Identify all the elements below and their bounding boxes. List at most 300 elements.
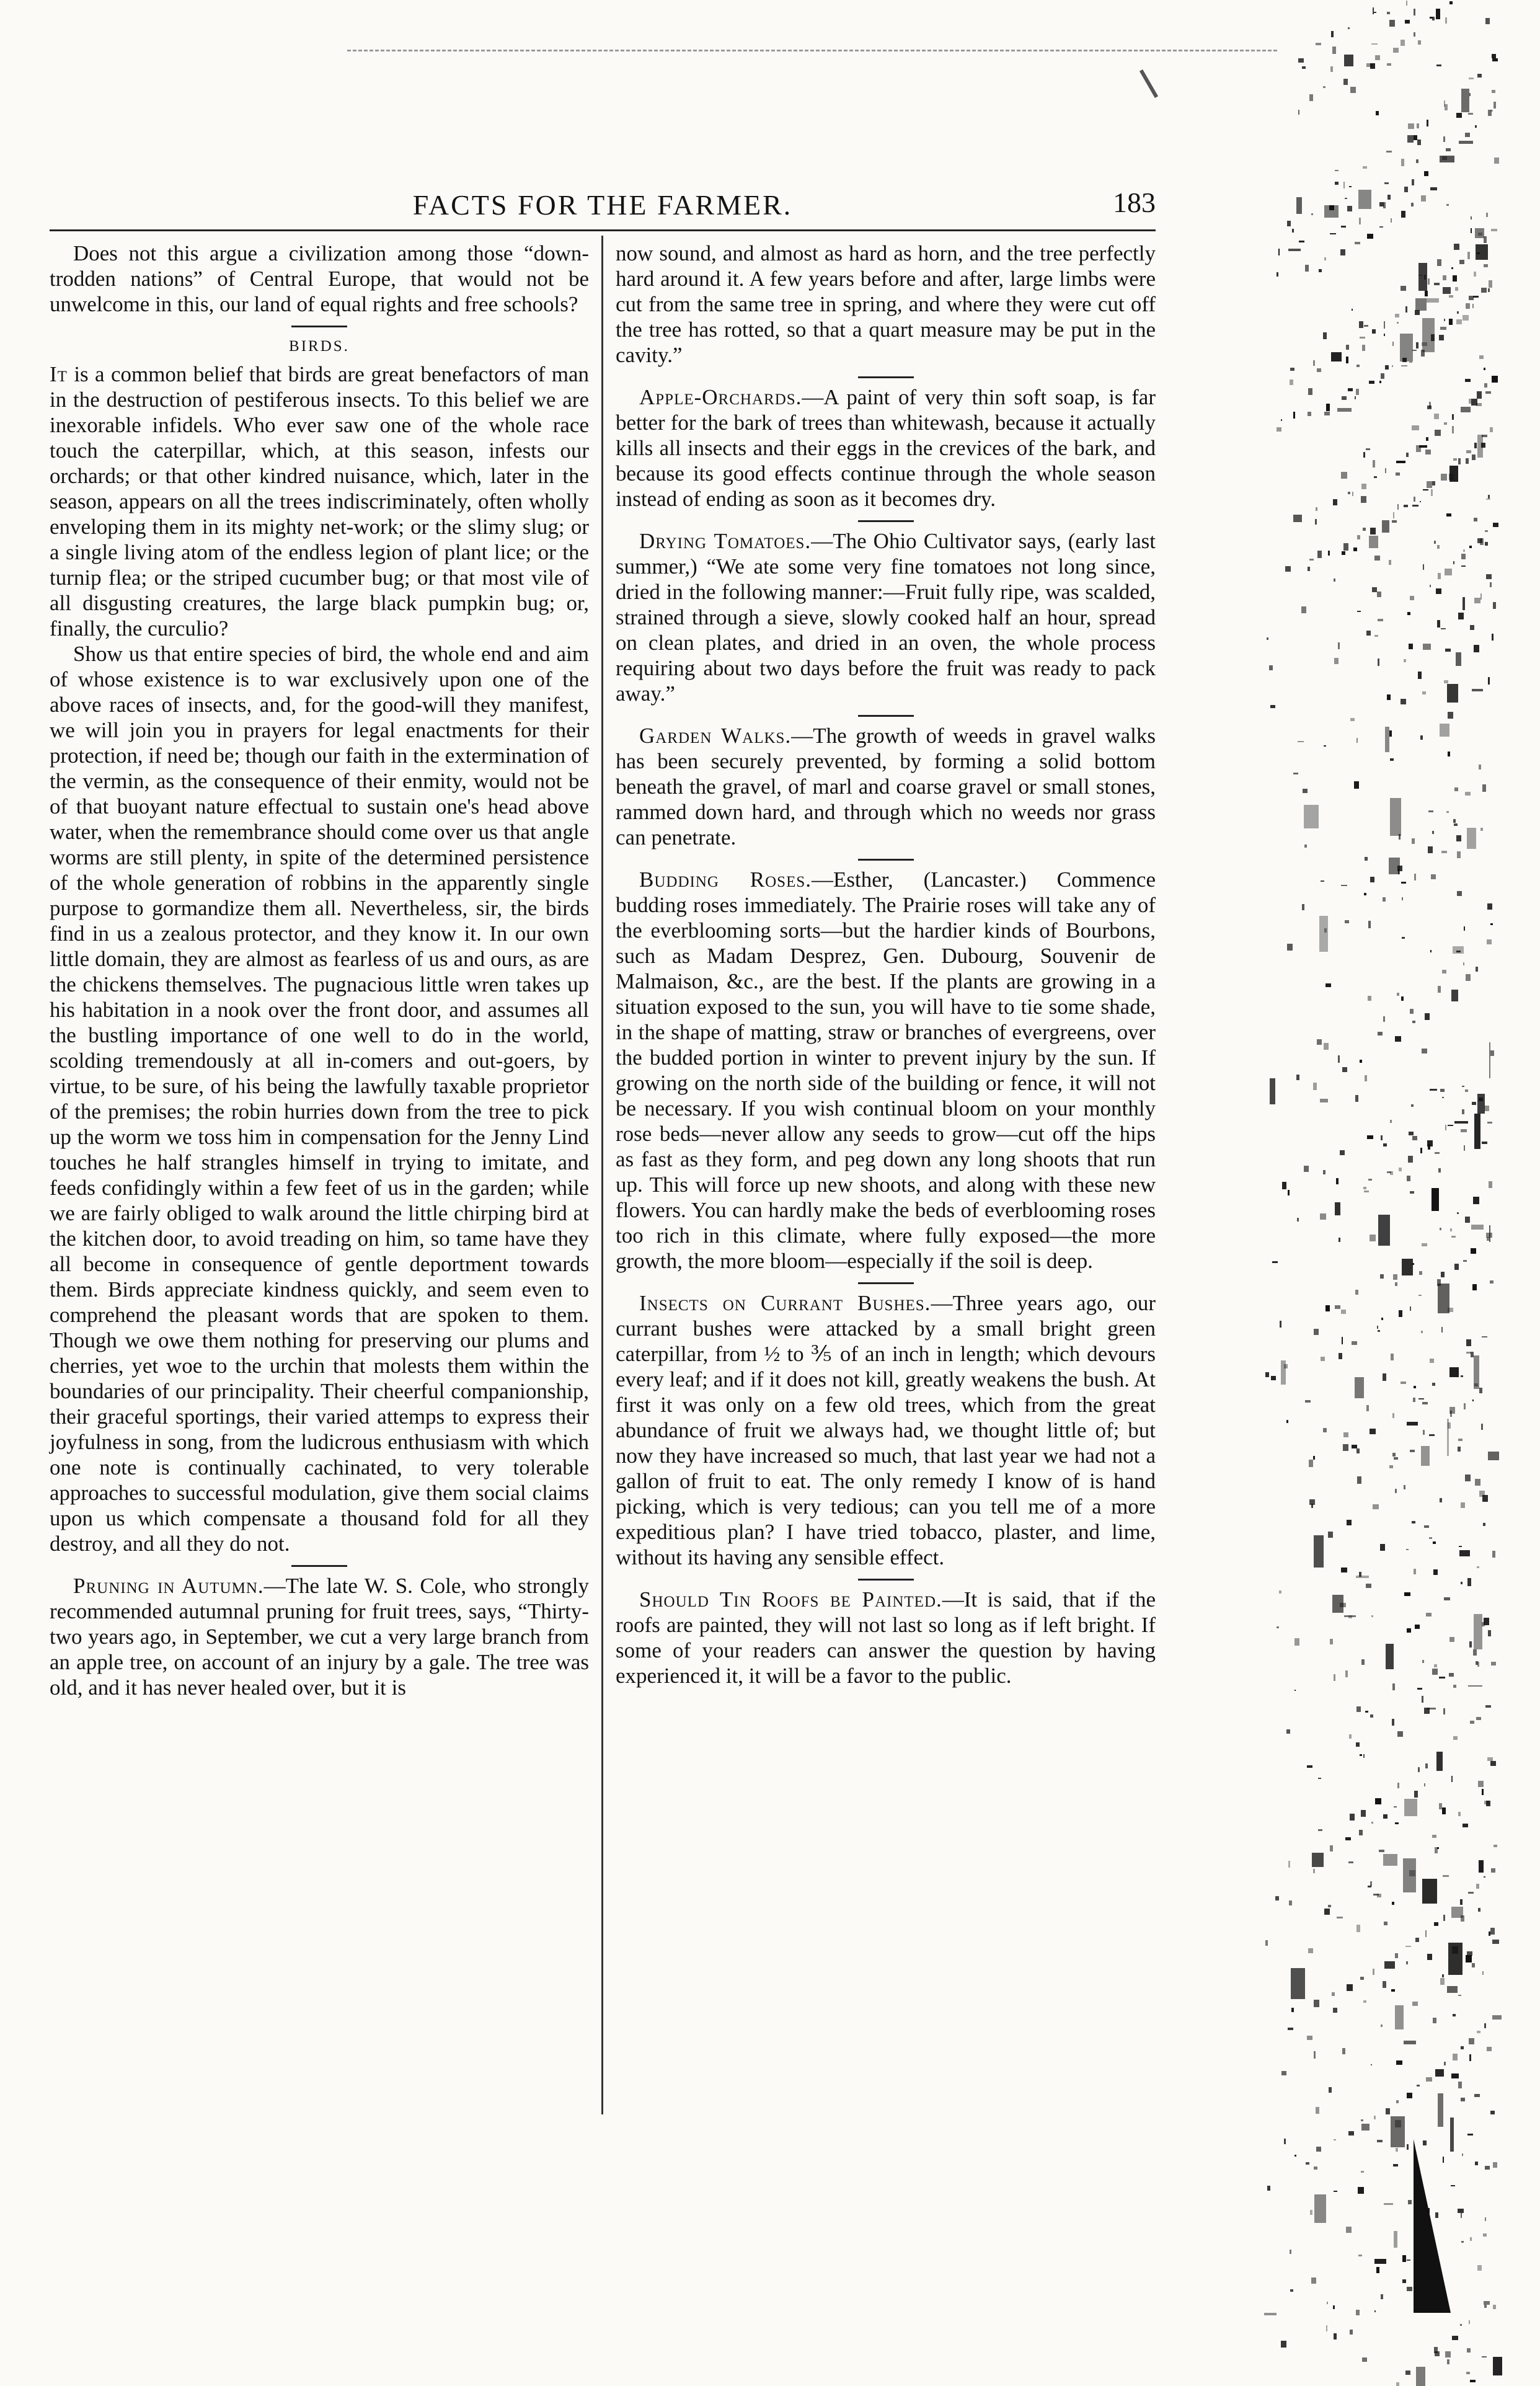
- scan-speck: [1325, 1305, 1330, 1311]
- scan-speck: [1415, 1938, 1418, 1942]
- scan-speck: [1421, 195, 1427, 202]
- scan-speck: [1485, 18, 1490, 24]
- scan-speck: [1399, 834, 1401, 840]
- scan-speck: [1265, 1940, 1267, 1946]
- scan-speck: [1357, 535, 1360, 539]
- scan-speck: [1315, 519, 1317, 525]
- scan-speck: [1461, 407, 1471, 412]
- birds-paragraph-1: [50, 361, 589, 641]
- scan-speck: [1453, 819, 1456, 823]
- right-column: [616, 241, 1156, 1688]
- scan-speck: [1438, 986, 1440, 993]
- scan-speck: [1453, 1736, 1457, 1740]
- scan-speck: [1332, 47, 1336, 54]
- scan-speck: [1392, 520, 1397, 523]
- scan-speck: [1463, 1260, 1467, 1262]
- scan-speck: [1381, 1318, 1383, 1319]
- scan-speck: [1445, 649, 1451, 652]
- scan-speck: [1401, 882, 1406, 884]
- garden-walks-paragraph: [616, 723, 1156, 850]
- scan-speck: [1470, 2380, 1476, 2382]
- scan-speck: [1440, 1228, 1441, 1230]
- scan-speck: [1316, 2107, 1319, 2114]
- scan-speck: [1314, 2166, 1317, 2170]
- scan-speck: [1345, 1670, 1348, 1677]
- scan-speck: [1434, 1922, 1438, 1926]
- scan-speck: [1384, 334, 1385, 337]
- scan-speck: [1459, 260, 1464, 264]
- scan-speck: [1384, 182, 1388, 184]
- scan-speck: [1444, 680, 1448, 683]
- scan-speck: [1304, 845, 1307, 848]
- scan-speck: [1343, 1444, 1348, 1450]
- scan-speck: [1314, 2000, 1319, 2007]
- scan-speck: [1310, 2210, 1312, 2215]
- scan-speck: [1435, 430, 1440, 436]
- scan-speck: [1461, 2098, 1464, 2101]
- scan-speck: [1404, 2041, 1416, 2044]
- scan-speck: [1269, 665, 1272, 670]
- scan-speck: [1446, 204, 1449, 206]
- scan-speck: [1374, 635, 1378, 637]
- scan-speck: [1457, 1212, 1459, 1214]
- scan-speck: [1423, 564, 1424, 570]
- scan-speck: [1477, 1566, 1479, 1568]
- corner-mark: [1140, 69, 1158, 98]
- scan-speck: [1308, 412, 1312, 416]
- scan-speck: [1475, 125, 1477, 128]
- scan-speck: [1457, 311, 1459, 314]
- drying-tomatoes-text: —The Ohio Cultivator says, (early last summer,) “We ate some very fine tomatoes not long since, dried in the following manner:—Fruit fully ripe, was scalded, strained through a sieve, slowly cooked half an hour, spread on clean plates, and dried in an oven, the whole process requiring about two days before the fruit was ready to pack away.”: [616, 529, 1156, 706]
- scan-speck: [1358, 2255, 1362, 2256]
- scan-speck: [1428, 1144, 1430, 1150]
- scan-speck: [1366, 1405, 1368, 1411]
- scan-speck: [1343, 543, 1348, 551]
- scan-speck: [1393, 1274, 1397, 1280]
- scan-speck: [1487, 903, 1492, 909]
- scan-speck: [1449, 1367, 1459, 1378]
- scan-speck: [1361, 484, 1367, 489]
- separator: [291, 1565, 347, 1567]
- scan-speck: [1418, 40, 1421, 45]
- scan-speck: [1342, 2048, 1345, 2055]
- scan-speck: [1448, 1125, 1453, 1126]
- pruning-text: —The late W. S. Cole, who strongly recommended autumnal pruning for fruit trees, says, “Thirty-two years ago, in September, we cut a very large branch from an apple tree, on account of an injury by a gale. The tree was old, and it has never healed over, but it is: [50, 1574, 589, 1700]
- scan-speck: [1454, 1264, 1459, 1270]
- scan-speck: [1430, 950, 1432, 952]
- scan-speck: [1408, 2200, 1412, 2205]
- scan-speck: [1270, 1078, 1276, 1104]
- scan-speck: [1324, 205, 1339, 218]
- scan-speck: [1491, 1868, 1495, 1873]
- scan-speck: [1432, 1669, 1438, 1675]
- scan-speck: [1267, 637, 1268, 639]
- scan-speck: [1440, 1498, 1442, 1502]
- scan-speck: [1459, 141, 1473, 144]
- scan-speck: [1414, 497, 1416, 502]
- scan-speck: [1293, 412, 1294, 419]
- scan-speck: [1404, 1592, 1410, 1596]
- scan-speck: [1422, 318, 1435, 352]
- scan-speck: [1483, 1523, 1486, 1527]
- scan-speck: [1348, 2131, 1354, 2135]
- scan-speck: [1284, 2139, 1286, 2144]
- scan-speck: [1476, 1884, 1480, 1889]
- scan-speck: [1478, 1781, 1483, 1787]
- scan-speck: [1462, 1086, 1464, 1087]
- scan-speck: [1492, 1940, 1499, 1944]
- scan-speck: [1350, 718, 1355, 721]
- scan-speck: [1476, 1717, 1481, 1720]
- scan-speck: [1422, 1660, 1423, 1663]
- scan-speck: [1401, 699, 1406, 704]
- garden-walks-lead: Garden Walks.: [639, 724, 792, 748]
- scan-speck: [1449, 319, 1453, 325]
- pruning-continued: now sound, and almost as hard as horn, and the tree perfectly hard around it. A few years before and after, large limbs were cut from the same tree in spring, and where they were cut off the tree has rotted, so that a quart measure may be put in the cavity.”: [616, 241, 1156, 367]
- scan-speck: [1356, 1576, 1368, 1578]
- scan-speck: [1355, 396, 1356, 399]
- scan-speck: [1429, 1434, 1435, 1436]
- scan-speck: [1380, 1274, 1384, 1279]
- scan-speck: [1442, 970, 1446, 973]
- scan-speck: [1399, 1168, 1402, 1171]
- scan-speck: [1490, 2111, 1495, 2114]
- scan-speck: [1432, 1188, 1439, 1211]
- scan-speck: [1491, 229, 1497, 232]
- scan-speck: [1456, 835, 1461, 841]
- scan-speck: [1492, 54, 1495, 58]
- scan-speck: [1407, 1422, 1418, 1426]
- scan-speck: [1436, 64, 1441, 66]
- scan-speck: [1345, 920, 1349, 923]
- scan-speck: [1443, 1915, 1445, 1921]
- scan-speck: [1323, 86, 1325, 88]
- scan-speck: [1387, 12, 1390, 14]
- scan-speck: [1320, 1099, 1328, 1102]
- scan-speck: [1282, 1182, 1286, 1189]
- scan-speck: [1384, 2203, 1394, 2205]
- scan-speck: [1414, 1791, 1418, 1798]
- scan-speck: [1471, 228, 1472, 234]
- scan-speck: [1474, 2094, 1480, 2096]
- scan-speck: [1464, 1145, 1465, 1151]
- scan-speck: [1418, 1398, 1423, 1400]
- scan-speck: [1418, 1767, 1420, 1772]
- scan-speck: [1436, 9, 1440, 19]
- scan-speck: [1355, 242, 1361, 244]
- scan-speck: [1360, 1977, 1364, 1980]
- scan-speck: [1466, 2372, 1470, 2374]
- scan-speck: [1449, 466, 1458, 482]
- scan-speck: [1352, 1445, 1357, 1448]
- scan-speck: [1334, 579, 1335, 582]
- scan-speck: [1442, 1097, 1445, 1098]
- scan-speck: [1463, 962, 1464, 965]
- scan-speck: [1476, 403, 1481, 406]
- scan-speck: [1370, 1429, 1376, 1434]
- scan-speck: [1321, 1357, 1325, 1361]
- scan-speck: [1481, 288, 1487, 292]
- scan-speck: [1477, 252, 1480, 254]
- scan-speck: [1409, 1870, 1415, 1876]
- scan-speck: [1338, 642, 1340, 649]
- scan-speck: [1348, 1861, 1353, 1863]
- scan-speck: [1328, 551, 1330, 555]
- scan-speck: [1456, 113, 1462, 118]
- scan-speck: [1372, 329, 1376, 334]
- scan-speck: [1378, 619, 1383, 621]
- scan-speck: [1482, 2356, 1487, 2357]
- scan-speck: [1412, 505, 1418, 507]
- scan-speck: [1361, 1659, 1365, 1665]
- scan-speck: [1332, 1595, 1343, 1612]
- scan-speck: [1374, 556, 1380, 561]
- scan-speck: [1406, 453, 1408, 457]
- scan-speck: [1302, 904, 1304, 910]
- scan-speck: [1341, 472, 1347, 479]
- scan-speck: [1480, 593, 1482, 600]
- scan-speck: [1412, 1136, 1418, 1140]
- scan-speck: [1472, 455, 1476, 460]
- scan-speck: [1277, 1626, 1279, 1628]
- garden-walks-text: —The growth of weeds in gravel walks has been securely prevented, by forming a solid bottom beneath the gravel, of marl and coarse gravel or small stones, rammed down hard, and through which no weeds nor grass can penetrate.: [616, 724, 1156, 849]
- scan-speck: [1308, 567, 1310, 571]
- scan-speck: [1411, 1104, 1414, 1107]
- scan-speck: [1416, 159, 1418, 163]
- scan-speck: [1397, 322, 1399, 324]
- scan-speck: [1361, 496, 1366, 503]
- scan-speck: [1337, 1917, 1342, 1918]
- scan-speck: [1474, 1114, 1480, 1150]
- scan-speck: [1313, 1456, 1315, 1460]
- scan-speck: [1387, 195, 1391, 200]
- scan-speck: [1370, 877, 1374, 882]
- scan-speck: [1404, 1485, 1405, 1489]
- scan-speck: [1383, 897, 1386, 902]
- scan-speck: [1387, 694, 1391, 700]
- scan-speck: [1468, 1685, 1482, 1687]
- scan-speck: [1313, 1083, 1317, 1090]
- scan-speck: [1378, 1032, 1383, 1035]
- scan-speck: [1466, 1352, 1471, 1354]
- scan-speck: [1321, 880, 1324, 882]
- scan-speck: [1293, 515, 1301, 521]
- scan-speck: [1364, 893, 1366, 896]
- scan-speck: [1467, 252, 1470, 259]
- scan-speck: [1291, 1968, 1305, 1999]
- scan-speck: [1396, 2100, 1399, 2103]
- scan-speck: [1326, 404, 1330, 410]
- scan-speck: [1357, 1476, 1361, 1484]
- scan-speck: [1451, 2073, 1459, 2078]
- scan-speck: [1334, 2333, 1336, 2339]
- scan-speck: [1470, 2237, 1472, 2241]
- scan-speck: [1385, 365, 1389, 370]
- scan-speck: [1458, 613, 1464, 619]
- scan-speck: [1335, 182, 1339, 185]
- scan-speck: [1364, 325, 1368, 327]
- scan-speck: [1298, 110, 1300, 114]
- scan-speck: [1441, 628, 1445, 629]
- scan-speck: [1462, 1109, 1464, 1114]
- scan-speck: [1363, 528, 1366, 531]
- scan-speck: [1314, 1329, 1318, 1335]
- scan-speck: [1333, 2008, 1337, 2013]
- intro-paragraph: Does not this argue a civilization among those “down-trodden nations” of Central Europe, that would not be unwelcome in this, our land of equal rights and free schools?: [50, 241, 589, 316]
- scan-speck: [1456, 652, 1461, 666]
- scan-speck: [1435, 1847, 1438, 1853]
- scan-speck: [1474, 272, 1476, 276]
- scan-speck: [1475, 1479, 1480, 1486]
- scan-speck: [1396, 461, 1405, 463]
- scan-speck: [1330, 1845, 1333, 1852]
- scan-speck: [1442, 1807, 1445, 1814]
- scan-speck: [1410, 596, 1414, 600]
- scan-speck: [1278, 249, 1280, 255]
- scan-speck: [1449, 1673, 1454, 1677]
- scan-speck: [1383, 1981, 1386, 1988]
- scan-speck: [1389, 730, 1392, 737]
- scan-speck: [1490, 1761, 1496, 1766]
- scan-speck: [1484, 2305, 1487, 2308]
- scan-speck: [1308, 1948, 1313, 1954]
- scan-speck: [1466, 458, 1469, 464]
- scan-speck: [1466, 303, 1471, 309]
- scan-speck: [1412, 179, 1414, 185]
- scan-speck: [1287, 944, 1293, 951]
- scan-speck: [1330, 66, 1333, 72]
- scan-speck: [1401, 40, 1405, 46]
- scan-speck: [1407, 1628, 1411, 1633]
- scan-speck: [1490, 1280, 1494, 1284]
- scan-speck: [1324, 928, 1327, 933]
- scan-speck: [1494, 1845, 1497, 1847]
- scan-speck: [1474, 1614, 1482, 1650]
- scan-speck: [1307, 2036, 1313, 2040]
- scan-speck: [1471, 1225, 1484, 1230]
- pruning-lead: Pruning in Autumn.: [73, 1574, 264, 1598]
- scan-speck: [1465, 1217, 1470, 1223]
- scan-speck: [1359, 1830, 1363, 1835]
- scan-speck: [1418, 263, 1427, 291]
- scan-speck: [1320, 1213, 1326, 1219]
- scan-speck: [1309, 559, 1314, 561]
- scan-speck: [1426, 437, 1429, 441]
- scan-speck: [1353, 548, 1357, 551]
- scan-speck: [1474, 598, 1480, 604]
- scan-speck: [1465, 1475, 1471, 1481]
- scan-speck: [1390, 758, 1394, 761]
- scan-shadow: [1414, 2139, 1451, 2313]
- scan-speck: [1458, 1995, 1461, 1996]
- scan-speck: [1288, 1190, 1290, 1195]
- scan-speck: [1415, 1625, 1420, 1629]
- binding-edge-noise: [1246, 0, 1507, 2386]
- scan-speck: [1341, 226, 1346, 228]
- scan-speck: [1423, 1430, 1425, 1435]
- scan-speck: [1479, 355, 1484, 359]
- scan-speck: [1432, 17, 1435, 20]
- scan-speck: [1368, 1179, 1372, 1181]
- scan-speck: [1422, 1879, 1437, 1904]
- scan-speck: [1383, 1373, 1386, 1381]
- scan-speck: [1484, 1876, 1485, 1878]
- scan-speck: [1482, 784, 1486, 792]
- scan-speck: [1319, 916, 1328, 952]
- scan-speck: [1414, 1386, 1416, 1388]
- scan-speck: [1363, 166, 1367, 169]
- scan-speck: [1326, 2325, 1327, 2331]
- scan-speck: [1488, 495, 1490, 499]
- separator: [858, 376, 914, 378]
- scan-speck: [1362, 2357, 1367, 2361]
- scan-speck: [1438, 1168, 1441, 1172]
- scan-speck: [1343, 182, 1345, 188]
- scan-speck: [1290, 2250, 1291, 2254]
- scan-speck: [1474, 1355, 1479, 1388]
- scan-speck: [1418, 672, 1422, 679]
- scan-speck: [1352, 1341, 1357, 1345]
- scan-speck: [1457, 891, 1462, 897]
- scan-speck: [1414, 9, 1415, 16]
- birds-lead: It: [50, 362, 68, 386]
- scan-speck: [1493, 523, 1499, 527]
- birds-text-1: is a common belief that birds are great benefactors of man in the destruction of pestiferous insects. To this belief we are inexorable infidels. Who ever saw one of the whole race touch the caterpillar, which, at this season, infests our orchards; or that other kindred nuisance, which, later in the season, appears on all the trees indiscriminately, often wholly enveloping them in its mighty net-work; or the slimy slug; or a single living atom of the endless legion of plant lice; or the turnip flea; or the striped cucumber bug; or that most vile of all disgusting creatures, the large black pumpkin bug; or, finally, the curculio?: [50, 362, 589, 641]
- scan-speck: [1298, 58, 1304, 63]
- scan-speck: [1460, 2324, 1463, 2326]
- scan-speck: [1348, 492, 1350, 495]
- scan-speck: [1271, 1376, 1276, 1380]
- scan-speck: [1485, 391, 1491, 394]
- scan-speck: [1491, 1662, 1495, 1665]
- scan-speck: [1447, 1986, 1458, 1992]
- scan-speck: [1424, 1525, 1430, 1528]
- scan-speck: [1452, 1946, 1458, 1954]
- scan-speck: [1446, 513, 1451, 517]
- scan-speck: [1473, 1197, 1479, 1204]
- scan-speck: [1330, 233, 1336, 234]
- scan-speck: [1374, 2310, 1376, 2312]
- scan-speck: [1312, 1853, 1324, 1867]
- scan-speck: [1281, 2341, 1286, 2348]
- scan-speck: [1488, 677, 1490, 685]
- scan-speck: [1472, 1284, 1477, 1290]
- scan-speck: [1433, 2018, 1436, 2023]
- scan-speck: [1464, 926, 1466, 930]
- scan-speck: [1378, 659, 1379, 665]
- separator: [858, 1579, 914, 1581]
- scan-speck: [1386, 2108, 1390, 2114]
- scan-speck: [1433, 1569, 1438, 1575]
- scan-speck: [1288, 249, 1301, 251]
- column-divider: [601, 236, 603, 2114]
- scan-speck: [1427, 120, 1428, 126]
- scan-speck: [1324, 745, 1327, 747]
- scan-speck: [1375, 1798, 1381, 1804]
- scan-speck: [1410, 1306, 1411, 1310]
- scan-speck: [1316, 2147, 1321, 2152]
- scan-speck: [1404, 1799, 1417, 1816]
- scan-speck: [1415, 298, 1427, 311]
- scan-speck: [1404, 505, 1408, 507]
- scan-speck: [1425, 450, 1431, 455]
- scan-speck: [1365, 857, 1367, 861]
- scan-speck: [1393, 512, 1394, 518]
- scan-speck: [1352, 492, 1353, 497]
- scan-speck: [1457, 851, 1461, 859]
- scan-speck: [1377, 1326, 1378, 1329]
- scan-speck: [1449, 295, 1453, 298]
